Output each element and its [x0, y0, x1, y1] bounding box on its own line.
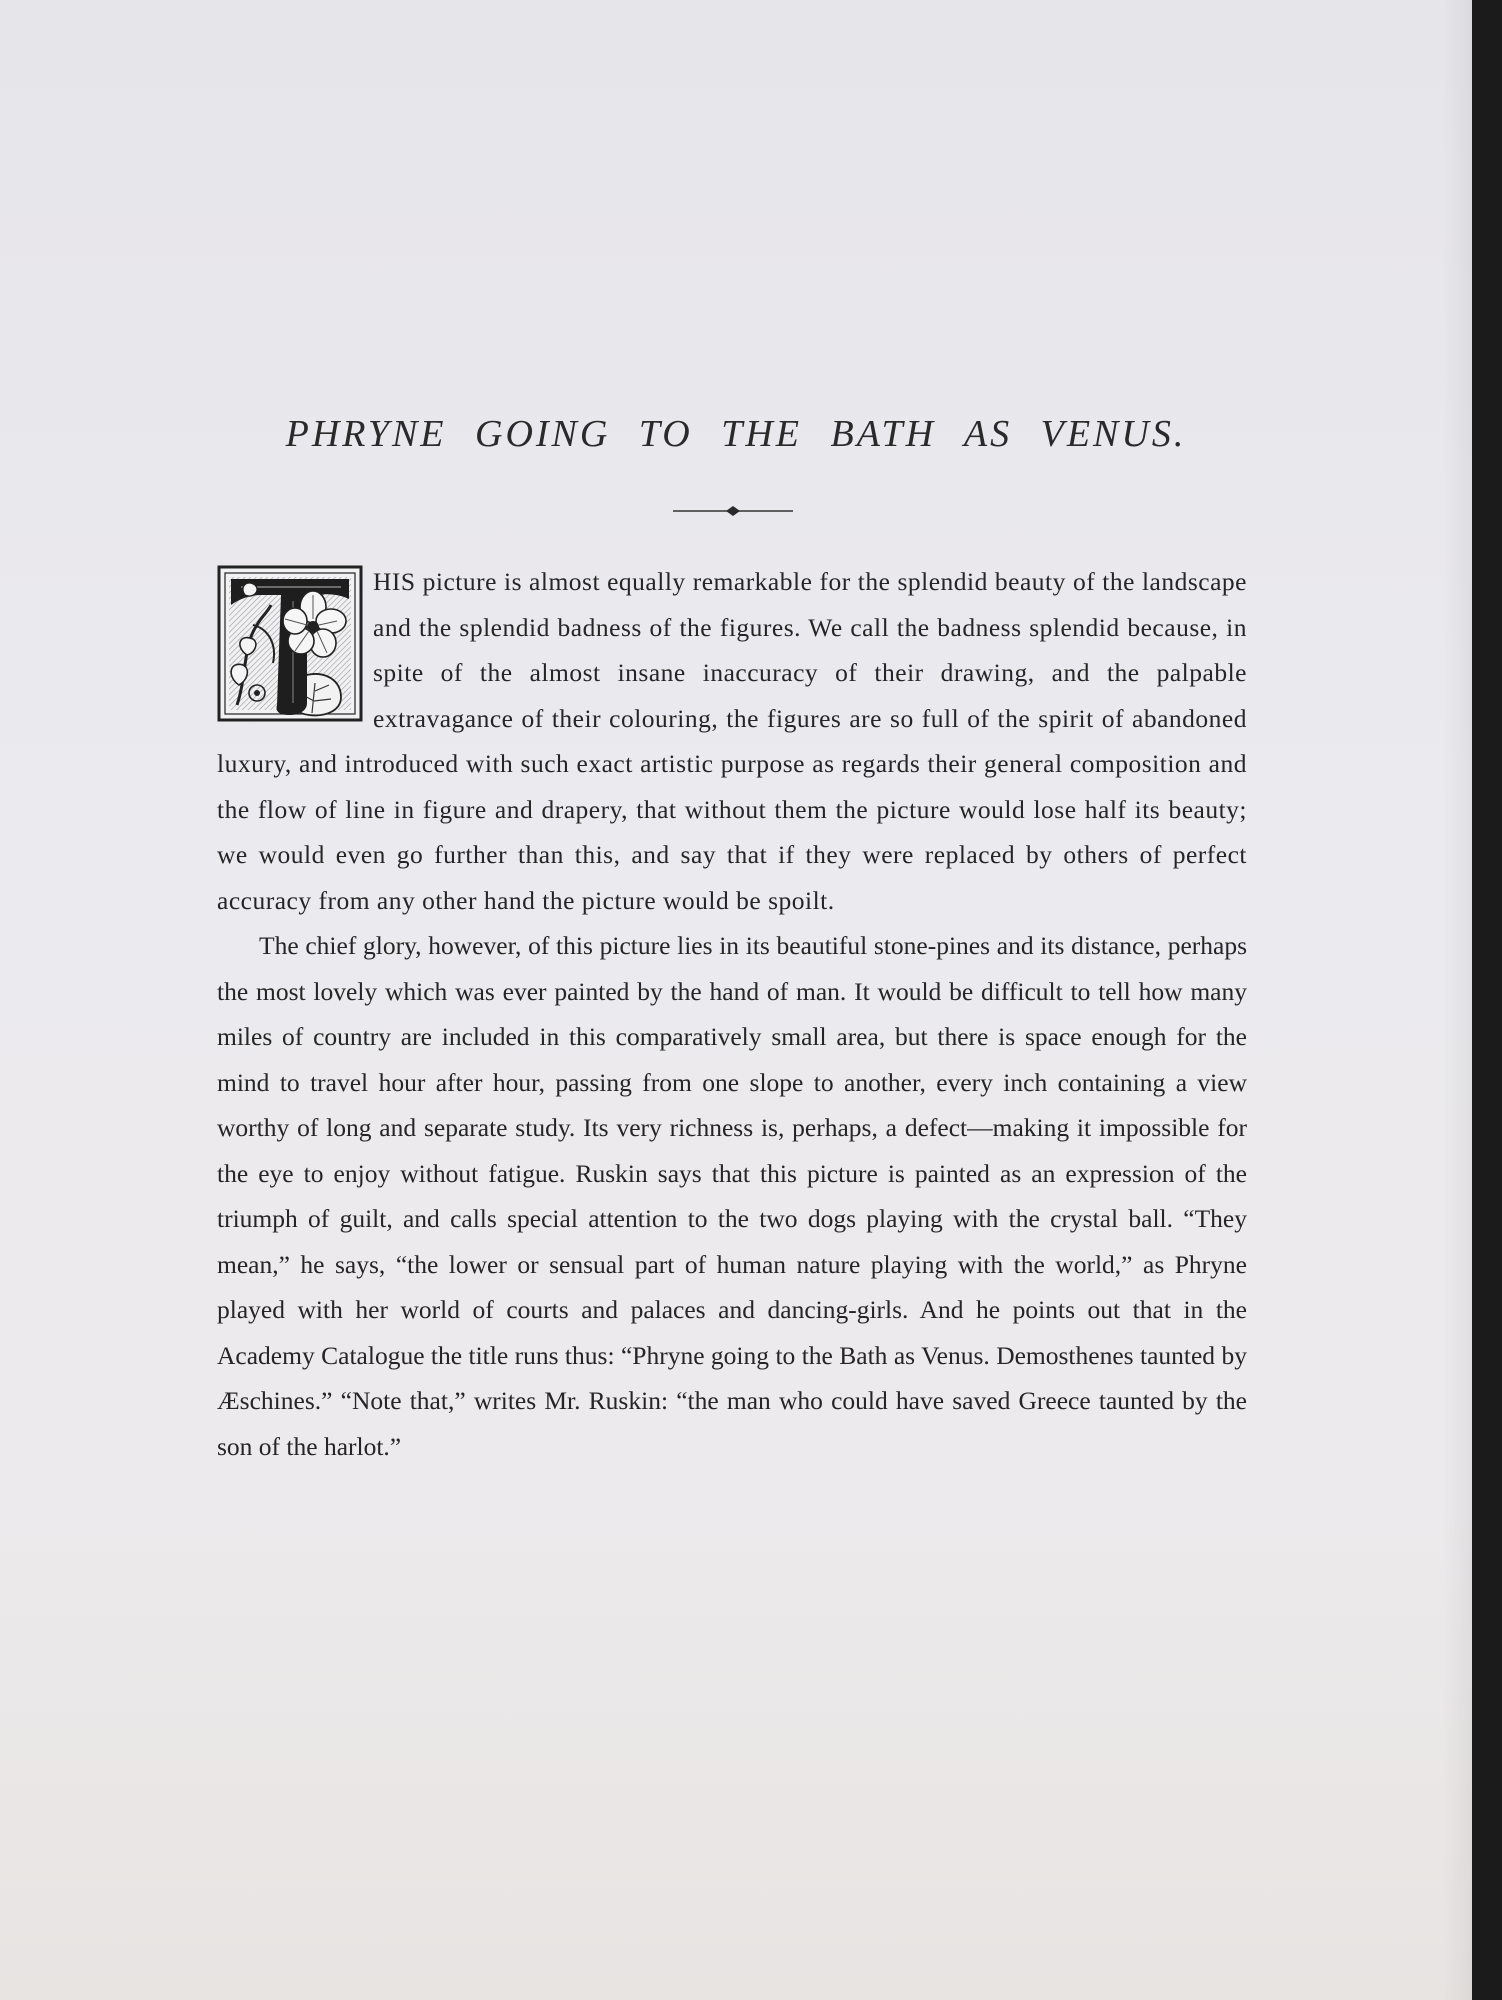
paragraph-1-text: HIS picture is almost equally remarkable for the splendid beauty of the landscape and the splendid badness of the figures. We call the badness splendid because, in spite of the almost insane inaccuracy of their drawing, and the palpable extravagance of their colouring, the figures are so full of the spirit of abandoned luxury, and introduced with such exact artistic purpose as regards their general composition and the flow of line in figure and drapery, that without them the picture would lose half its beauty; we would even go further than this, and say that if they were replaced by others of perfect accuracy from any other hand the picture would be spoilt.	[217, 567, 1247, 915]
paragraph-1	[217, 559, 1247, 923]
article-body	[217, 559, 1247, 1469]
paragraph-2: The chief glory, however, of this picture lies in its beautiful stone-pines and its distance, perhaps the most lovely which was ever painted by the hand of man. It would be difficult to tell how many miles of country are included in this comparatively small area, but there is space enough for the mind to travel hour after hour, passing from one slope to another, every inch containing a view worthy of long and separate study. Its very richness is, perhaps, a defect—making it impossible for the eye to enjoy without fatigue. Ruskin says that this picture is painted as an expression of the triumph of guilt, and calls special attention to the two dogs playing with the crystal ball. “They mean,” he says, “the lower or sensual part of human nature playing with the world,” as Phryne played with her world of courts and palaces and dancing-girls. And he points out that in the Academy Catalogue the title runs thus: “Phryne going to the Bath as Venus. Demosthenes taunted by Æschines.” “Note that,” writes Mr. Ruskin: “the man who could have saved Greece taunted by the son of the harlot.”	[217, 931, 1247, 1461]
page-title: PHRYNE GOING TO THE BATH AS VENUS.	[285, 413, 1187, 455]
floral-initial-t-icon	[217, 565, 363, 722]
diamond-rule-ornament-icon	[673, 503, 793, 519]
